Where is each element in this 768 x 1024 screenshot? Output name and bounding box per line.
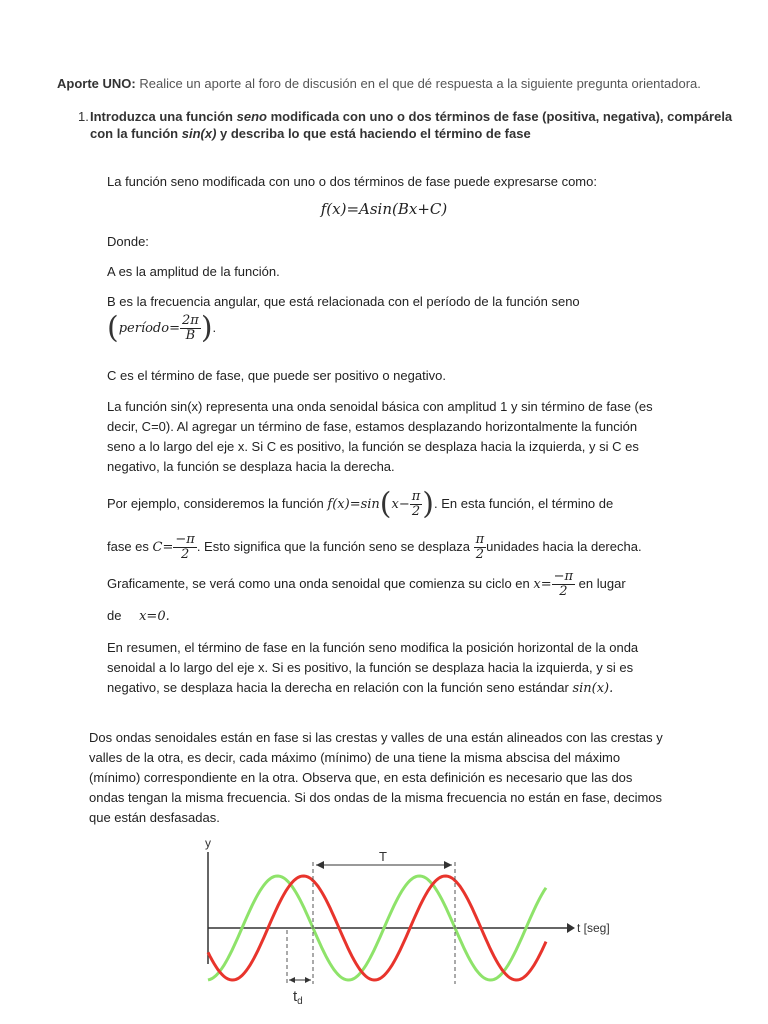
intro-paragraph: La función seno modificada con uno o dos términos de fase puede expresarse como: — [107, 174, 597, 189]
guiding-question: 1. Introduzca una función seno modificada con uno o dos términos de fase (positiva, negativa), compárela con la función sin(x) y describa lo que está haciendo el término de fase — [78, 109, 733, 141]
explanation-paragraph: La función sin(x) representa una onda senoidal básica con amplitud 1 y sin término de fase (es decir, C=0). Al agregar un término de fase, estamos desplazando horizontalmente la función seno a lo largo del eje x. Si C es positivo, la función se desplaza hacia la izquierda, y si C es negativo, la función se desplaza hacia la derecha. — [107, 399, 653, 474]
summary-paragraph: En resumen, el término de fase en la función seno modifica la posición horizontal de la onda senoidal a lo largo del eje x. Si es positivo, la función se desplaza hacia la izquierda, y si es negativo, se desplaza hacia la derecha en relación con la función seno estándar sin(x). — [107, 640, 639, 696]
y-axis-label: y — [205, 836, 211, 850]
header-text: Realice un aporte al foro de discusión en el que dé respuesta a la siguiente pregunta orientadora. — [139, 76, 701, 91]
graphic-line-2: de x=0. — [107, 608, 170, 624]
frequency-paragraph: B es la frecuencia angular, que está relacionada con el período de la función seno — [107, 294, 580, 309]
period-label: T — [379, 849, 387, 864]
assignment-header — [57, 76, 701, 91]
question-number: 1. — [78, 109, 89, 124]
period-formula: (período= $\frac{2\pi}{B}$ ). — [107, 310, 217, 346]
x-axis-arrow — [567, 923, 575, 933]
phase-paragraph: C es el término de fase, que puede ser positivo o negativo. — [107, 368, 446, 383]
phase-shift-figure — [195, 834, 625, 1009]
in-phase-paragraph: Dos ondas senoidales están en fase si las crestas y valles de una están alineados con las crestas y valles de la otra, es decir, cada máximo (mínimo) de una tiene la misma abscisa del máximo (mínimo) correspondiente en la otra. Observa que, en esta definición es necesario que las dos ondas tengan la misma frecuencia. Si dos ondas de la misma frecuencia no están en fase, decimos que están desfasadas. — [89, 730, 663, 825]
x-axis-label: t [seg] — [577, 921, 610, 935]
amplitude-paragraph: A es la amplitud de la función. — [107, 264, 280, 279]
example-line: Por ejemplo, consideremos la función f(x)=sin(x− $\frac{\pi}{2}$ ). En esta función, el término de — [107, 486, 614, 522]
delay-label: $t_d$ — [293, 988, 303, 1007]
main-formula: f(x)=Asin(Bx+C) — [320, 200, 448, 218]
phase-example-line: fase es C= $\frac{-\pi}{2}$ . Esto significa que la función seno se desplaza $\frac{\pi}{2}$ unidades hacia la derecha. — [107, 532, 642, 562]
header-label: Aporte UNO: — [57, 76, 136, 91]
graphic-line: Graficamente, se verá como una onda senoidal que comienza su ciclo en x= $\frac{-\pi}{2}$ en lugar — [107, 569, 626, 599]
donde-label: Donde: — [107, 234, 149, 249]
